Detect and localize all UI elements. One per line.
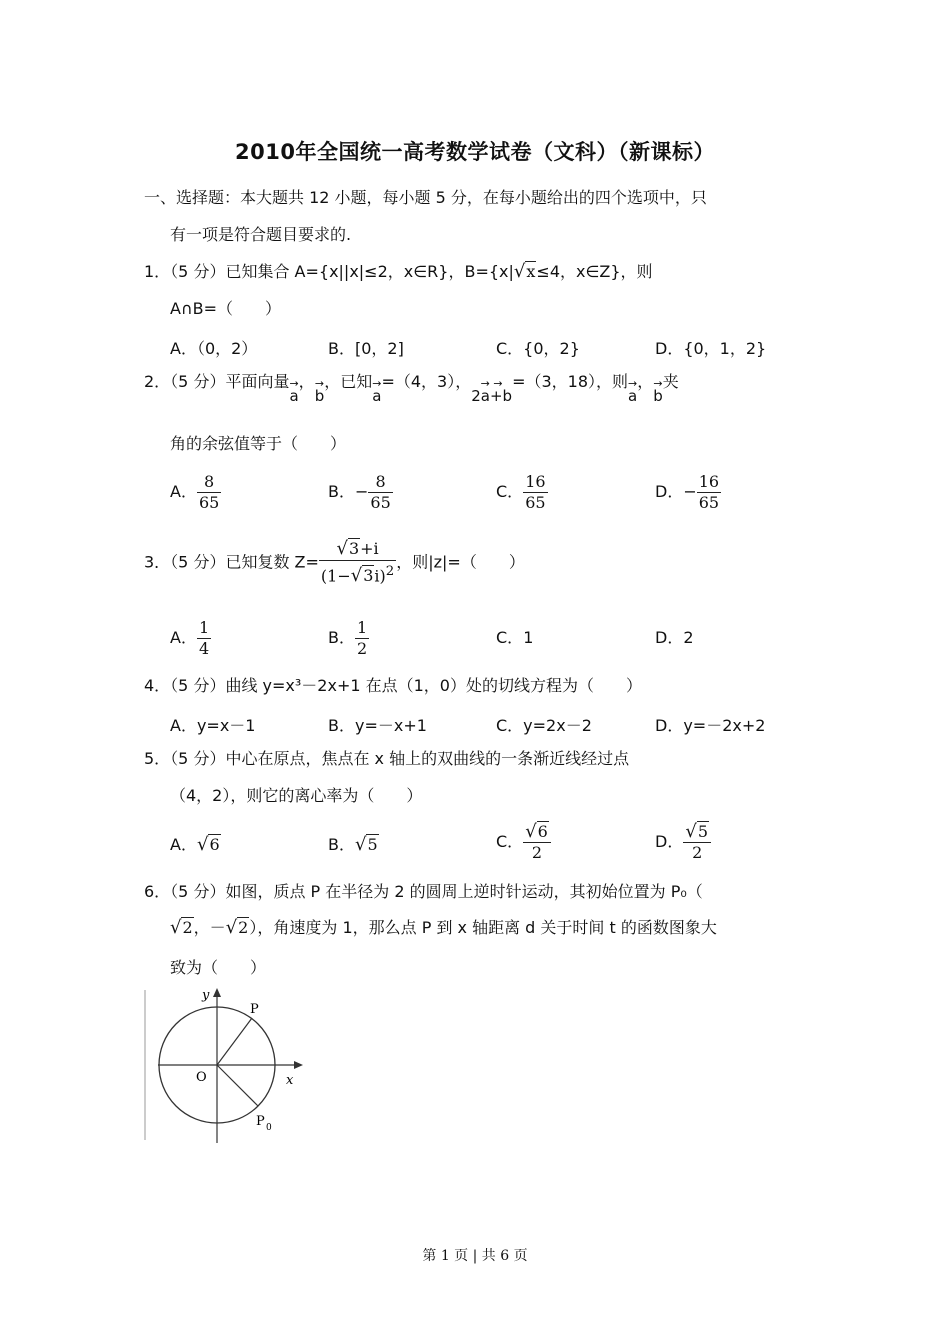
question-2-text-a: 2．（5 分）平面向量 <box>144 372 290 391</box>
option-label: A． <box>170 835 197 854</box>
label-o: O <box>196 1070 207 1085</box>
comma: ， <box>298 372 315 391</box>
option-label: C． <box>496 832 524 851</box>
question-2-text-c: =（4，3）， <box>381 372 472 391</box>
option-label: A． <box>170 482 197 501</box>
question-6-line1: 6．（5 分）如图，质点 P 在半径为 2 的圆周上逆时针运动，其初始位置为 P₀（ <box>144 882 703 901</box>
question-5-option-a <box>170 832 221 855</box>
question-3-line1 <box>144 538 525 587</box>
sqrt-5: √5 <box>354 834 378 855</box>
page-title: 2010年全国统一高考数学试卷（文科）（新课标） <box>235 140 715 164</box>
vector-a-3: → a <box>628 377 638 405</box>
option-label: D． <box>655 628 684 647</box>
vector-b: → b <box>314 377 325 405</box>
circle-figure <box>140 985 320 1145</box>
question-2-line2: 角的余弦值等于（ ） <box>170 434 347 453</box>
question-2-option-a <box>170 472 221 513</box>
question-2-text-e: 夹 <box>662 372 679 391</box>
question-1-text-a: 1．（5 分）已知集合 A={x||x|≤2，x∈R}，B={x| <box>144 262 514 281</box>
option-label: D． <box>655 832 684 851</box>
sqrt-2-b: √2 <box>225 917 249 938</box>
question-4-line1: 4．（5 分）曲线 y=x³－2x+1 在点（1，0）处的切线方程为（ ） <box>144 676 642 695</box>
question-1-option-b: B．[0，2] <box>328 339 404 358</box>
section-intro-line1: 一、选择题：本大题共 12 小题，每小题 5 分，在每小题给出的四个选项中，只 <box>144 188 707 207</box>
fraction: $\frac{√6}{2}$ <box>523 822 551 863</box>
complex-fraction <box>319 538 396 587</box>
question-5-line1: 5．（5 分）中心在原点，焦点在 x 轴上的双曲线的一条渐近线经过点 <box>144 749 630 768</box>
fraction: $\frac{8}{65}$ <box>198 472 220 512</box>
option-label: A． <box>170 628 197 647</box>
option-label: B． <box>328 628 355 647</box>
comma-2: ， <box>637 372 654 391</box>
option-label: C． <box>496 628 524 647</box>
fraction: $\frac{1}{2}$ <box>356 618 368 658</box>
question-5-option-d <box>655 822 711 863</box>
option-label: B． <box>328 835 355 854</box>
option-sign: − <box>354 482 369 501</box>
question-2-option-d <box>655 472 721 513</box>
question-2-text-b: ，已知 <box>324 372 373 391</box>
question-1-option-c: C．{0，2} <box>496 339 580 358</box>
x-axis-arrow <box>294 1061 303 1069</box>
fraction: $\frac{1}{4}$ <box>198 618 210 658</box>
question-4-option-b: B．y=－x+1 <box>328 716 427 735</box>
label-p0: P <box>256 1114 265 1129</box>
question-5-line2: （4，2），则它的离心率为（ ） <box>170 786 423 805</box>
fraction: $\frac{16}{65}$ <box>525 472 546 512</box>
fraction: $\frac{8}{65}$ <box>370 472 391 512</box>
question-2-option-b <box>328 472 393 513</box>
question-4-option-c: C．y=2x－2 <box>496 716 592 735</box>
question-6-text-rest: ），角速度为 1，那么点 P 到 x 轴距离 d 关于时间 t 的函数图象大 <box>249 918 717 937</box>
vector-b-2: → b <box>653 377 663 405</box>
option-label: C． <box>496 482 524 501</box>
fraction: $\frac{16}{65}$ <box>698 472 720 512</box>
question-6-line3: 致为（ ） <box>170 958 267 977</box>
vector-a-2: → a <box>372 377 382 405</box>
question-1-text-b: ≤4，x∈Z}，则 <box>536 262 653 281</box>
question-3-option-b <box>328 618 369 659</box>
label-p0-subscript: 0 <box>266 1123 272 1133</box>
question-4-option-a: A．y=x－1 <box>170 716 256 735</box>
sqrt-2: √2 <box>170 917 193 938</box>
page-footer: 第 1 页 | 共 6 页 <box>422 1248 528 1264</box>
label-x: x <box>286 1073 294 1088</box>
vector-a: → a <box>289 377 299 405</box>
question-2-line1 <box>144 372 679 403</box>
question-3-text-a: 3．（5 分）已知复数 Z= <box>144 552 319 572</box>
option-label: B． <box>328 482 355 501</box>
fraction: $\frac{√5}{2}$ <box>683 822 711 863</box>
sqrt-6: √6 <box>196 834 220 855</box>
sqrt-x: √x <box>513 261 536 282</box>
label-y: y <box>202 988 210 1003</box>
question-5-option-c <box>496 822 551 863</box>
question-5-option-b <box>328 832 379 855</box>
option-value: 2 <box>683 628 694 647</box>
question-2-text-d: =（3，18），则 <box>512 372 629 391</box>
radius-op <box>217 1018 252 1065</box>
option-label: D． <box>655 482 684 501</box>
question-6-line2 <box>170 918 717 938</box>
label-p: P <box>250 1002 259 1017</box>
option-value: 1 <box>523 628 534 647</box>
section-intro-line2: 有一项是符合题目要求的. <box>170 225 352 244</box>
question-1-line2: A∩B=（ ） <box>170 299 282 318</box>
y-axis-arrow <box>213 988 221 997</box>
question-3-option-c <box>496 625 533 648</box>
question-4-option-d: D．y=－2x+2 <box>655 716 766 735</box>
question-1-option-d: D．{0，1，2} <box>655 339 767 358</box>
question-3-option-a <box>170 618 211 659</box>
question-2-option-c <box>496 472 548 513</box>
question-1-line1 <box>144 262 653 282</box>
question-1-option-a: A．（0，2） <box>170 339 258 358</box>
option-sign: − <box>683 482 697 501</box>
question-6-text-mid: ，－ <box>193 918 226 937</box>
question-3-option-d <box>655 625 694 648</box>
radius-op0 <box>217 1065 258 1106</box>
vector-2a-plus-b: → → 2a+b <box>471 377 513 405</box>
fraction-numerator: √3+i <box>319 538 396 561</box>
question-3-text-b: ，则|z|=（ ） <box>396 552 525 572</box>
fraction-denominator: $(1-√3i)^2$ <box>320 564 395 587</box>
